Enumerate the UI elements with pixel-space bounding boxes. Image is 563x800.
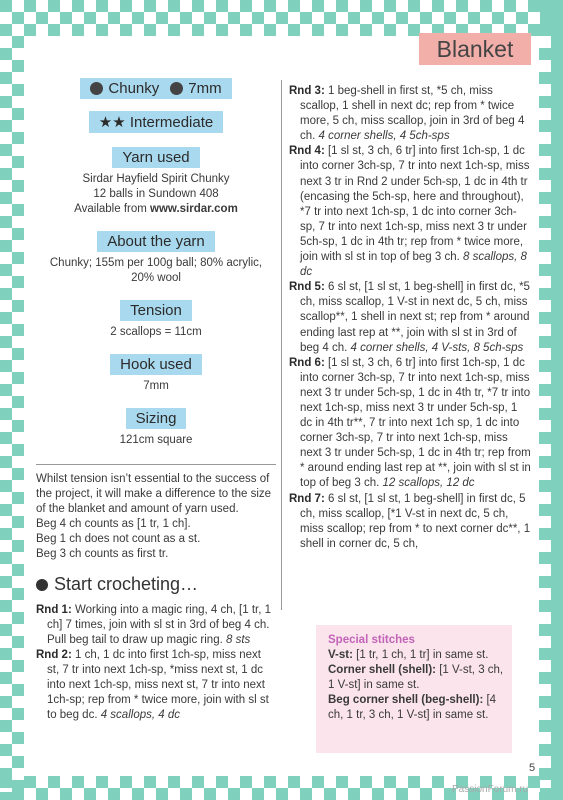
sizing-text: 121cm square bbox=[119, 434, 193, 446]
round-7: Rnd 7: 6 sl st, [1 sl st, 1 beg-shell] in first dc, 5 ch, miss scallop, [*1 V-st in next dc, 5 ch, miss scallop; rep from * to next corner dc**, 1 shell in corner dc, 5 ch, bbox=[289, 492, 531, 550]
yarn-ball-icon bbox=[90, 82, 103, 95]
hook-used-text: 7mm bbox=[143, 380, 169, 392]
column-divider bbox=[281, 80, 282, 610]
difficulty-banner: ★★ Intermediate bbox=[89, 111, 223, 133]
sirdar-link[interactable]: www.sirdar.com bbox=[150, 203, 238, 215]
page-title: Blanket bbox=[419, 33, 531, 65]
round-6: Rnd 6: [1 sl st, 3 ch, 6 tr] into first 1ch-sp, 1 dc into corner 3ch-sp, 7 tr into next 1ch-sp, miss next 3 tr under 5ch-sp, 1 dc in 4th tr, *7 tr into next 1ch-sp, miss next 3 tr under 5ch-sp, 1 dc in 4th tr**, 7 tr into next 1ch sp, 1 dc into corner 3ch-sp, 7 tr into next 1ch-sp, miss next 3 tr under 5ch-sp, 1 dc in 4th tr; rep from * around ending last rep at **, join with sl st in top of beg 3 ch. 12 scallops, 12 dc bbox=[289, 356, 531, 490]
hook-used-heading: Hook used bbox=[110, 354, 202, 375]
about-yarn-heading: About the yarn bbox=[97, 231, 215, 252]
round-5: Rnd 5: 6 sl st, [1 sl st, 1 beg-shell] in first dc, *5 ch, miss scallop, 1 V-st in next dc, 5 ch, miss scallop**, 1 shell in next st; rep from * around ending last rep at **, join with sl st in 3rd of beg 4 ch. 4 corner shells, 4 V-sts, 8 5ch-sps bbox=[289, 281, 530, 354]
rounds-right bbox=[289, 84, 532, 552]
start-crocheting-heading: Start crocheting… bbox=[36, 574, 276, 595]
yarn-used-text: Sirdar Hayfield Spirit Chunky 12 balls in Sundown 408 Available from www.sirdar.com bbox=[74, 173, 238, 215]
tension-heading: Tension bbox=[120, 300, 192, 321]
crochet-hook-icon bbox=[170, 82, 183, 95]
about-yarn-text: Chunky; 155m per 100g ball; 80% acrylic, 20% wool bbox=[49, 257, 263, 284]
round-3: Rnd 3: 1 beg-shell in first st, *5 ch, miss scallop, 1 shell in next dc; rep from * twice more, 5 ch, miss scallop, join in 3rd of beg 4 ch. 4 corner shells, 4 5ch-sps bbox=[289, 85, 525, 143]
tension-text: 2 scallops = 11cm bbox=[110, 326, 202, 338]
yarn-used-heading: Yarn used bbox=[112, 147, 199, 168]
special-stitches-box bbox=[316, 625, 512, 753]
notes: Whilst tension isn’t essential to the success of the project, it will make a difference to the size of the blanket and amount of yarn used. Beg 4 ch counts as [1 tr, 1 ch]. Beg 1 ch does not count as a st. Beg 3 ch counts as first tr. bbox=[36, 473, 272, 560]
info-column bbox=[36, 74, 276, 723]
star-icon: ★★ bbox=[98, 114, 126, 131]
special-item: Beg corner shell (beg-shell): [4 ch, 1 tr, 3 ch, 1 V-st] in same st. bbox=[328, 694, 497, 721]
circle-bullet-icon bbox=[36, 579, 48, 591]
special-item: V-st: [1 tr, 1 ch, 1 tr] in same st. bbox=[328, 649, 489, 661]
round-1: Rnd 1: Working into a magic ring, 4 ch, [1 tr, 1 ch] 7 times, join with sl st in 3rd of beg 4 ch. Pull beg tail to draw up magic ring. 8 sts bbox=[36, 604, 272, 646]
rounds-left bbox=[36, 603, 276, 723]
round-4: Rnd 4: [1 sl st, 3 ch, 6 tr] into first 1ch-sp, 1 dc into corner 3ch-sp, 7 tr into next 1ch-sp, miss next 3 tr in Rnd 2 under 5ch-sp, 1 dc in 4th tr (encasing the 5ch-sp, here and throughout), *7 tr into next 1ch-sp, 1 dc into corner 3ch-sp, 7 tr into next 1ch-sp, miss next 3 tr under 5ch-sp, 1 dc in 4th tr; rep from * twice more, join with sl st in top of beg 3 ch. 8 scallops, 8 dc bbox=[289, 145, 530, 279]
watermark: PassionForum.ru bbox=[452, 784, 529, 795]
weight-hook-banner: Chunky 7mm bbox=[80, 78, 231, 99]
page-number: 5 bbox=[529, 762, 536, 774]
special-stitches-title: Special stitches bbox=[328, 634, 415, 646]
round-2: Rnd 2: 1 ch, 1 dc into first 1ch-sp, miss next st, 7 tr into next 1ch-sp, *miss next st, 1 dc into next 1ch-sp, miss next st, 7 tr into next 1ch-sp; rep from * twice more, join with sl st to beg dc. 4 scallops, 4 dc bbox=[36, 649, 269, 721]
special-item: Corner shell (shell): [1 V-st, 3 ch, 1 V-st] in same st. bbox=[328, 664, 504, 691]
sizing-heading: Sizing bbox=[126, 408, 187, 429]
